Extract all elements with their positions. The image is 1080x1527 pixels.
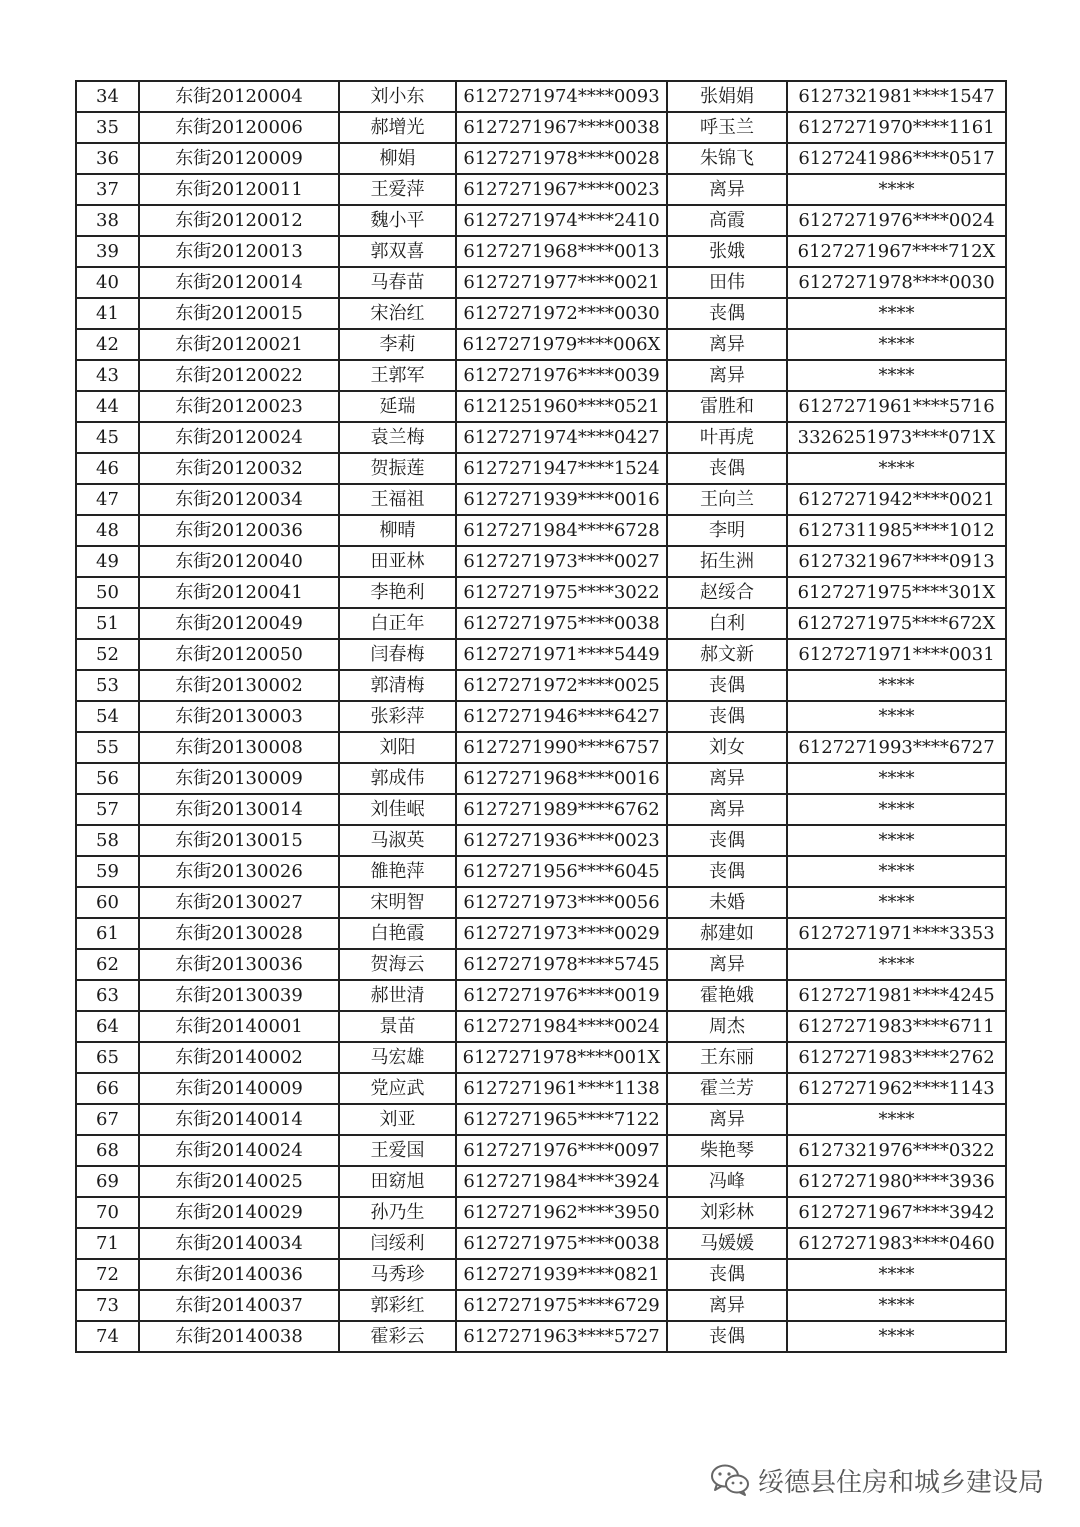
applicant-name-cell: 柳晴: [339, 515, 456, 546]
spouse-id-cell: ****: [787, 174, 1006, 205]
applicant-name-cell: 闫绥利: [339, 1228, 456, 1259]
row-number-cell: 51: [76, 608, 139, 639]
table-row: [76, 918, 1006, 949]
row-number-cell: 50: [76, 577, 139, 608]
spouse-id-cell: 6127271971****0031: [787, 639, 1006, 670]
spouse-status-cell: 丧偶: [667, 701, 787, 732]
applicant-id-cell: 6127271963****5727: [456, 1321, 667, 1352]
table-row: [76, 1197, 1006, 1228]
table-row: [76, 267, 1006, 298]
registration-code-cell: 东街20120050: [139, 639, 339, 670]
row-number-cell: 52: [76, 639, 139, 670]
applicant-name-cell: 闫春梅: [339, 639, 456, 670]
applicant-id-cell: 6127271979****006X: [456, 329, 667, 360]
spouse-id-cell: 6127321967****0913: [787, 546, 1006, 577]
applicant-id-cell: 6127271977****0021: [456, 267, 667, 298]
spouse-status-cell: 丧偶: [667, 298, 787, 329]
applicant-id-cell: 6127271975****6729: [456, 1290, 667, 1321]
registration-code-cell: 东街20140014: [139, 1104, 339, 1135]
row-number-cell: 36: [76, 143, 139, 174]
spouse-id-cell: 6127321976****0322: [787, 1135, 1006, 1166]
applicant-id-cell: 6127271989****6762: [456, 794, 667, 825]
applicant-name-cell: 魏小平: [339, 205, 456, 236]
registration-code-cell: 东街20130002: [139, 670, 339, 701]
applicant-id-cell: 6127271968****0013: [456, 236, 667, 267]
registration-code-cell: 东街20130003: [139, 701, 339, 732]
applicant-id-cell: 6127271939****0016: [456, 484, 667, 515]
table-row: [76, 422, 1006, 453]
spouse-id-cell: 6127271967****712X: [787, 236, 1006, 267]
row-number-cell: 72: [76, 1259, 139, 1290]
applicant-name-cell: 王郭军: [339, 360, 456, 391]
table-row: [76, 1135, 1006, 1166]
applicant-name-cell: 党应武: [339, 1073, 456, 1104]
applicant-name-cell: 郭双喜: [339, 236, 456, 267]
row-number-cell: 39: [76, 236, 139, 267]
spouse-id-cell: 6127271967****3942: [787, 1197, 1006, 1228]
applicant-name-cell: 李艳利: [339, 577, 456, 608]
spouse-id-cell: ****: [787, 1259, 1006, 1290]
spouse-status-cell: 李明: [667, 515, 787, 546]
applicant-id-cell: 6127271947****1524: [456, 453, 667, 484]
spouse-status-cell: 柴艳琴: [667, 1135, 787, 1166]
applicant-name-cell: 郭清梅: [339, 670, 456, 701]
row-number-cell: 46: [76, 453, 139, 484]
spouse-status-cell: 离异: [667, 949, 787, 980]
table-row: [76, 763, 1006, 794]
wechat-icon: [710, 1463, 750, 1497]
registration-code-cell: 东街20120022: [139, 360, 339, 391]
spouse-status-cell: 张娟娟: [667, 81, 787, 112]
spouse-id-cell: ****: [787, 763, 1006, 794]
applicant-name-cell: 雒艳萍: [339, 856, 456, 887]
table-row: [76, 577, 1006, 608]
row-number-cell: 44: [76, 391, 139, 422]
applicant-id-cell: 6127271972****0030: [456, 298, 667, 329]
spouse-status-cell: 丧偶: [667, 1321, 787, 1352]
spouse-status-cell: 离异: [667, 1104, 787, 1135]
registration-code-cell: 东街20120014: [139, 267, 339, 298]
row-number-cell: 61: [76, 918, 139, 949]
spouse-status-cell: 王东丽: [667, 1042, 787, 1073]
registration-code-cell: 东街20140002: [139, 1042, 339, 1073]
applicant-name-cell: 马秀珍: [339, 1259, 456, 1290]
spouse-status-cell: 丧偶: [667, 856, 787, 887]
row-number-cell: 66: [76, 1073, 139, 1104]
spouse-status-cell: 丧偶: [667, 1259, 787, 1290]
row-number-cell: 74: [76, 1321, 139, 1352]
table-row: [76, 701, 1006, 732]
registration-code-cell: 东街20140034: [139, 1228, 339, 1259]
registration-code-cell: 东街20140037: [139, 1290, 339, 1321]
applicant-id-cell: 6127271961****1138: [456, 1073, 667, 1104]
applicant-id-cell: 6127271990****6757: [456, 732, 667, 763]
row-number-cell: 73: [76, 1290, 139, 1321]
table-row: [76, 949, 1006, 980]
table-row: [76, 174, 1006, 205]
spouse-id-cell: 6127271975****672X: [787, 608, 1006, 639]
registration-code-cell: 东街20120012: [139, 205, 339, 236]
table-body: [76, 81, 1006, 1352]
registration-code-cell: 东街20120015: [139, 298, 339, 329]
table-row: [76, 546, 1006, 577]
applicant-id-cell: 6127271975****0038: [456, 608, 667, 639]
spouse-status-cell: 呼玉兰: [667, 112, 787, 143]
row-number-cell: 70: [76, 1197, 139, 1228]
applicant-id-cell: 6127271974****0427: [456, 422, 667, 453]
table-row: [76, 980, 1006, 1011]
spouse-id-cell: 6127271961****5716: [787, 391, 1006, 422]
applicant-name-cell: 刘小东: [339, 81, 456, 112]
spouse-status-cell: 张娥: [667, 236, 787, 267]
row-number-cell: 43: [76, 360, 139, 391]
spouse-id-cell: 6127271993****6727: [787, 732, 1006, 763]
applicant-name-cell: 柳娟: [339, 143, 456, 174]
spouse-id-cell: ****: [787, 887, 1006, 918]
table-row: [76, 1042, 1006, 1073]
table-row: [76, 1321, 1006, 1352]
spouse-status-cell: 离异: [667, 794, 787, 825]
table-row: [76, 732, 1006, 763]
table-row: [76, 1228, 1006, 1259]
spouse-status-cell: 丧偶: [667, 825, 787, 856]
applicant-name-cell: 宋治红: [339, 298, 456, 329]
spouse-status-cell: 离异: [667, 329, 787, 360]
applicant-id-cell: 6127271974****0093: [456, 81, 667, 112]
applicant-id-cell: 6121251960****0521: [456, 391, 667, 422]
applicant-id-cell: 6127271984****6728: [456, 515, 667, 546]
row-number-cell: 55: [76, 732, 139, 763]
applicant-id-cell: 6127271972****0025: [456, 670, 667, 701]
applicant-name-cell: 马宏雄: [339, 1042, 456, 1073]
applicant-name-cell: 田亚林: [339, 546, 456, 577]
table-row: [76, 1073, 1006, 1104]
spouse-status-cell: 叶再虎: [667, 422, 787, 453]
registration-code-cell: 东街20130026: [139, 856, 339, 887]
applicant-name-cell: 张彩萍: [339, 701, 456, 732]
watermark: [710, 1460, 1044, 1500]
applicant-id-cell: 6127271968****0016: [456, 763, 667, 794]
applicant-id-cell: 6127271976****0039: [456, 360, 667, 391]
spouse-status-cell: 离异: [667, 174, 787, 205]
table-row: [76, 453, 1006, 484]
registration-code-cell: 东街20130028: [139, 918, 339, 949]
table-row: [76, 794, 1006, 825]
applicant-name-cell: 郭彩红: [339, 1290, 456, 1321]
housing-list-table: [75, 80, 1007, 1353]
spouse-status-cell: 刘女: [667, 732, 787, 763]
applicant-name-cell: 袁兰梅: [339, 422, 456, 453]
row-number-cell: 63: [76, 980, 139, 1011]
table-row: [76, 298, 1006, 329]
spouse-status-cell: 郝文新: [667, 639, 787, 670]
spouse-id-cell: ****: [787, 298, 1006, 329]
applicant-name-cell: 贺振莲: [339, 453, 456, 484]
spouse-status-cell: 白利: [667, 608, 787, 639]
spouse-status-cell: 刘彩林: [667, 1197, 787, 1228]
applicant-id-cell: 6127271962****3950: [456, 1197, 667, 1228]
spouse-id-cell: ****: [787, 1104, 1006, 1135]
spouse-status-cell: 高霞: [667, 205, 787, 236]
spouse-status-cell: 丧偶: [667, 453, 787, 484]
table-row: [76, 887, 1006, 918]
table-row: [76, 391, 1006, 422]
spouse-id-cell: 6127311985****1012: [787, 515, 1006, 546]
table-row: [76, 856, 1006, 887]
table-row: [76, 608, 1006, 639]
registration-code-cell: 东街20140024: [139, 1135, 339, 1166]
registration-code-cell: 东街20130008: [139, 732, 339, 763]
spouse-id-cell: ****: [787, 701, 1006, 732]
registration-code-cell: 东街20120021: [139, 329, 339, 360]
spouse-status-cell: 丧偶: [667, 670, 787, 701]
applicant-id-cell: 6127271967****0038: [456, 112, 667, 143]
registration-code-cell: 东街20120009: [139, 143, 339, 174]
table-row: [76, 670, 1006, 701]
spouse-status-cell: 郝建如: [667, 918, 787, 949]
spouse-status-cell: 雷胜和: [667, 391, 787, 422]
registration-code-cell: 东街20120041: [139, 577, 339, 608]
applicant-name-cell: 王爱国: [339, 1135, 456, 1166]
registration-code-cell: 东街20120034: [139, 484, 339, 515]
applicant-name-cell: 王福祖: [339, 484, 456, 515]
spouse-id-cell: ****: [787, 329, 1006, 360]
table-row: [76, 1290, 1006, 1321]
registration-code-cell: 东街20140038: [139, 1321, 339, 1352]
spouse-id-cell: 6127271975****301X: [787, 577, 1006, 608]
registration-code-cell: 东街20140001: [139, 1011, 339, 1042]
applicant-name-cell: 王爱萍: [339, 174, 456, 205]
table-row: [76, 1166, 1006, 1197]
registration-code-cell: 东街20120032: [139, 453, 339, 484]
registration-code-cell: 东街20120023: [139, 391, 339, 422]
applicant-name-cell: 贺海云: [339, 949, 456, 980]
table-row: [76, 639, 1006, 670]
spouse-id-cell: 6127271978****0030: [787, 267, 1006, 298]
applicant-name-cell: 郝世清: [339, 980, 456, 1011]
applicant-id-cell: 6127271976****0019: [456, 980, 667, 1011]
spouse-id-cell: ****: [787, 1321, 1006, 1352]
applicant-id-cell: 6127271956****6045: [456, 856, 667, 887]
row-number-cell: 62: [76, 949, 139, 980]
row-number-cell: 48: [76, 515, 139, 546]
applicant-id-cell: 6127271978****0028: [456, 143, 667, 174]
spouse-status-cell: 朱锦飞: [667, 143, 787, 174]
applicant-name-cell: 刘阳: [339, 732, 456, 763]
applicant-id-cell: 6127271976****0097: [456, 1135, 667, 1166]
row-number-cell: 35: [76, 112, 139, 143]
applicant-id-cell: 6127271973****0029: [456, 918, 667, 949]
spouse-id-cell: ****: [787, 825, 1006, 856]
row-number-cell: 53: [76, 670, 139, 701]
row-number-cell: 64: [76, 1011, 139, 1042]
registration-code-cell: 东街20140036: [139, 1259, 339, 1290]
row-number-cell: 41: [76, 298, 139, 329]
row-number-cell: 47: [76, 484, 139, 515]
applicant-name-cell: 田窈旭: [339, 1166, 456, 1197]
spouse-status-cell: 拓生洲: [667, 546, 787, 577]
row-number-cell: 40: [76, 267, 139, 298]
registration-code-cell: 东街20120049: [139, 608, 339, 639]
registration-code-cell: 东街20130014: [139, 794, 339, 825]
spouse-id-cell: ****: [787, 949, 1006, 980]
table-row: [76, 329, 1006, 360]
registration-code-cell: 东街20120013: [139, 236, 339, 267]
applicant-id-cell: 6127271978****001X: [456, 1042, 667, 1073]
applicant-id-cell: 6127271978****5745: [456, 949, 667, 980]
table-row: [76, 81, 1006, 112]
row-number-cell: 57: [76, 794, 139, 825]
spouse-status-cell: 霍兰芳: [667, 1073, 787, 1104]
applicant-id-cell: 6127271965****7122: [456, 1104, 667, 1135]
registration-code-cell: 东街20130009: [139, 763, 339, 794]
applicant-name-cell: 延瑞: [339, 391, 456, 422]
registration-code-cell: 东街20120011: [139, 174, 339, 205]
spouse-id-cell: 6127271983****0460: [787, 1228, 1006, 1259]
registration-code-cell: 东街20130015: [139, 825, 339, 856]
applicant-name-cell: 霍彩云: [339, 1321, 456, 1352]
row-number-cell: 67: [76, 1104, 139, 1135]
table-row: [76, 205, 1006, 236]
spouse-status-cell: 未婚: [667, 887, 787, 918]
applicant-name-cell: 宋明智: [339, 887, 456, 918]
applicant-name-cell: 郭成伟: [339, 763, 456, 794]
applicant-name-cell: 马春苗: [339, 267, 456, 298]
spouse-id-cell: 3326251973****071X: [787, 422, 1006, 453]
spouse-status-cell: 赵绥合: [667, 577, 787, 608]
spouse-status-cell: 马媛媛: [667, 1228, 787, 1259]
table-row: [76, 484, 1006, 515]
row-number-cell: 58: [76, 825, 139, 856]
registration-code-cell: 东街20120004: [139, 81, 339, 112]
table-row: [76, 1259, 1006, 1290]
table-row: [76, 236, 1006, 267]
registration-code-cell: 东街20140029: [139, 1197, 339, 1228]
table-row: [76, 515, 1006, 546]
applicant-id-cell: 6127271984****3924: [456, 1166, 667, 1197]
applicant-id-cell: 6127271973****0027: [456, 546, 667, 577]
spouse-id-cell: 6127271983****2762: [787, 1042, 1006, 1073]
spouse-id-cell: 6127271981****4245: [787, 980, 1006, 1011]
applicant-name-cell: 白艳霞: [339, 918, 456, 949]
table-row: [76, 360, 1006, 391]
row-number-cell: 34: [76, 81, 139, 112]
row-number-cell: 38: [76, 205, 139, 236]
registration-code-cell: 东街20140009: [139, 1073, 339, 1104]
spouse-status-cell: 霍艳娥: [667, 980, 787, 1011]
table-row: [76, 825, 1006, 856]
row-number-cell: 68: [76, 1135, 139, 1166]
registration-code-cell: 东街20120006: [139, 112, 339, 143]
registration-code-cell: 东街20130027: [139, 887, 339, 918]
applicant-id-cell: 6127271936****0023: [456, 825, 667, 856]
spouse-status-cell: 离异: [667, 1290, 787, 1321]
registration-code-cell: 东街20130039: [139, 980, 339, 1011]
row-number-cell: 65: [76, 1042, 139, 1073]
applicant-id-cell: 6127271967****0023: [456, 174, 667, 205]
applicant-name-cell: 李莉: [339, 329, 456, 360]
spouse-id-cell: 6127321981****1547: [787, 81, 1006, 112]
spouse-id-cell: ****: [787, 794, 1006, 825]
spouse-id-cell: 6127271983****6711: [787, 1011, 1006, 1042]
row-number-cell: 71: [76, 1228, 139, 1259]
applicant-name-cell: 刘亚: [339, 1104, 456, 1135]
spouse-status-cell: 离异: [667, 763, 787, 794]
spouse-status-cell: 周杰: [667, 1011, 787, 1042]
applicant-name-cell: 刘佳岷: [339, 794, 456, 825]
spouse-status-cell: 王向兰: [667, 484, 787, 515]
spouse-id-cell: ****: [787, 360, 1006, 391]
spouse-status-cell: 田伟: [667, 267, 787, 298]
row-number-cell: 54: [76, 701, 139, 732]
spouse-id-cell: ****: [787, 1290, 1006, 1321]
row-number-cell: 56: [76, 763, 139, 794]
table-row: [76, 1011, 1006, 1042]
applicant-id-cell: 6127271984****0024: [456, 1011, 667, 1042]
applicant-name-cell: 白正年: [339, 608, 456, 639]
row-number-cell: 60: [76, 887, 139, 918]
spouse-id-cell: 6127241986****0517: [787, 143, 1006, 174]
registration-code-cell: 东街20120040: [139, 546, 339, 577]
applicant-id-cell: 6127271975****3022: [456, 577, 667, 608]
table-row: [76, 143, 1006, 174]
applicant-id-cell: 6127271939****0821: [456, 1259, 667, 1290]
housing-list-table-wrapper: [75, 80, 1005, 1353]
registration-code-cell: 东街20120036: [139, 515, 339, 546]
applicant-name-cell: 郝增光: [339, 112, 456, 143]
spouse-status-cell: 冯峰: [667, 1166, 787, 1197]
spouse-id-cell: 6127271976****0024: [787, 205, 1006, 236]
spouse-id-cell: ****: [787, 856, 1006, 887]
applicant-id-cell: 6127271973****0056: [456, 887, 667, 918]
spouse-id-cell: 6127271962****1143: [787, 1073, 1006, 1104]
row-number-cell: 45: [76, 422, 139, 453]
registration-code-cell: 东街20130036: [139, 949, 339, 980]
row-number-cell: 42: [76, 329, 139, 360]
row-number-cell: 69: [76, 1166, 139, 1197]
applicant-id-cell: 6127271975****0038: [456, 1228, 667, 1259]
spouse-id-cell: 6127271970****1161: [787, 112, 1006, 143]
table-row: [76, 112, 1006, 143]
spouse-id-cell: ****: [787, 670, 1006, 701]
row-number-cell: 37: [76, 174, 139, 205]
spouse-id-cell: 6127271942****0021: [787, 484, 1006, 515]
applicant-id-cell: 6127271971****5449: [456, 639, 667, 670]
row-number-cell: 49: [76, 546, 139, 577]
registration-code-cell: 东街20140025: [139, 1166, 339, 1197]
spouse-id-cell: 6127271980****3936: [787, 1166, 1006, 1197]
applicant-name-cell: 孙乃生: [339, 1197, 456, 1228]
table-row: [76, 1104, 1006, 1135]
spouse-status-cell: 离异: [667, 360, 787, 391]
applicant-id-cell: 6127271974****2410: [456, 205, 667, 236]
spouse-id-cell: 6127271971****3353: [787, 918, 1006, 949]
watermark-text: 绥德县住房和城乡建设局: [757, 1467, 1044, 1498]
applicant-id-cell: 6127271946****6427: [456, 701, 667, 732]
applicant-name-cell: 景苗: [339, 1011, 456, 1042]
applicant-name-cell: 马淑英: [339, 825, 456, 856]
registration-code-cell: 东街20120024: [139, 422, 339, 453]
spouse-id-cell: ****: [787, 453, 1006, 484]
row-number-cell: 59: [76, 856, 139, 887]
